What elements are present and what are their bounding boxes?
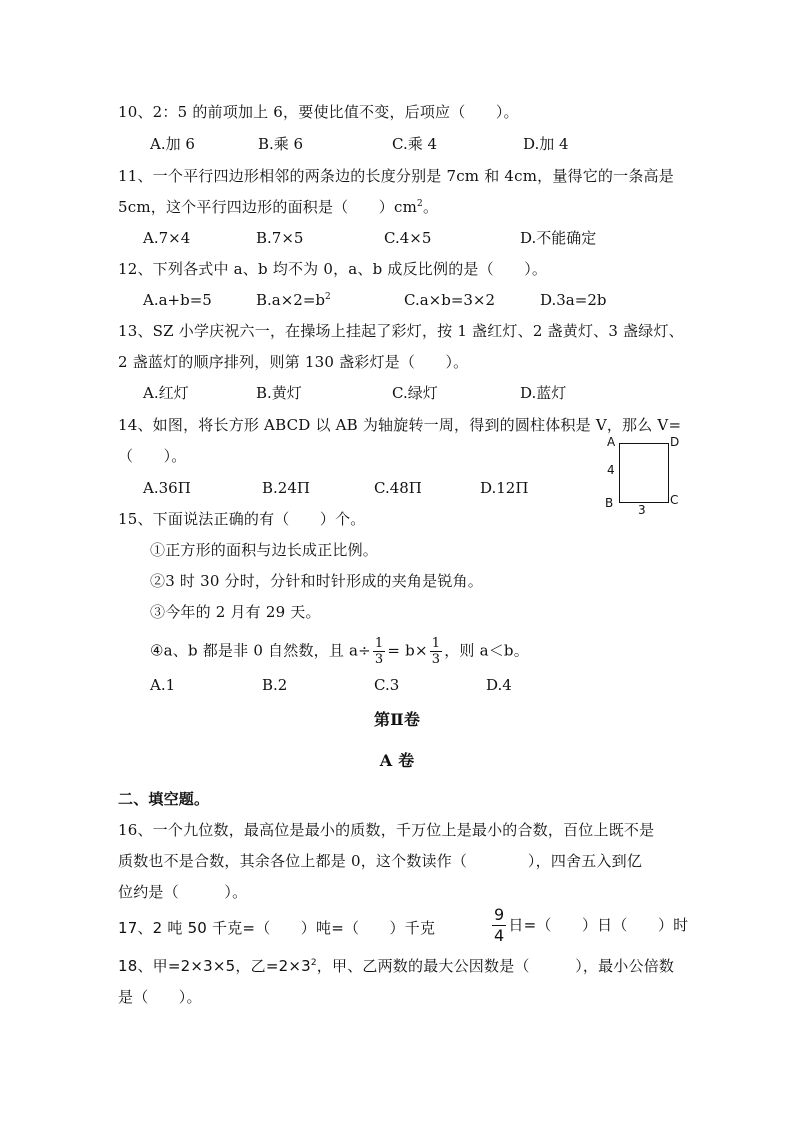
fraction-one-third	[430, 636, 442, 667]
q13-option-a: A.红灯	[143, 384, 189, 402]
question-11-line-1: 11、一个平行四边形相邻的两条边的长度分别是 7cm 和 4cm，量得它的一条高是	[118, 167, 674, 185]
question-13-line-1: 13、SZ 小学庆祝六一，在操场上挂起了彩灯，按 1 盏红灯、2 盏黄灯、3 盏绿灯、	[118, 322, 684, 340]
q10-option-c: C.乘 4	[392, 135, 438, 153]
question-17-part-a: 17、2 吨 50 千克=（ ）吨=（ ）千克	[118, 919, 436, 937]
question-12-stem: 12、下列各式中 a、b 均不为 0，a、b 成反比例的是（ ）。	[118, 260, 548, 278]
fraction-numerator: 1	[374, 636, 384, 651]
q17-part-b-text: 日=（ ）日（ ）时	[508, 916, 689, 934]
fraction-one-third	[373, 636, 385, 667]
question-15-stem: 15、下面说法正确的有（ ）个。	[118, 510, 366, 528]
q15-statement-3: ③今年的 2 月有 29 天。	[150, 603, 321, 621]
q11-option-c: C.4×5	[384, 229, 432, 247]
question-10-stem: 10、2：5 的前项加上 6，要使比值不变，后项应（ ）。	[118, 103, 519, 121]
q11-text: 5cm，这个平行四边形的面积是（ ）cm	[118, 198, 417, 216]
question-18-line-1	[118, 956, 674, 976]
vertex-d-label: D	[670, 435, 680, 449]
question-14-line-2: （ ）。	[118, 447, 187, 465]
q11-superscript: 2	[417, 199, 423, 209]
q18-part-b: ，甲、乙两数的最大公因数是（ ），最小公倍数	[316, 957, 675, 975]
part-title: 二、填空题。	[118, 790, 210, 808]
q11-option-d: D.不能确定	[520, 229, 597, 247]
q12-option-b-superscript: 2	[325, 292, 331, 302]
fraction-nine-fourths	[492, 905, 506, 946]
side-bc-length: 3	[638, 503, 646, 517]
rectangle-figure	[603, 433, 683, 517]
q18-part-a: 18、甲=2×3×5，乙=2×3	[118, 957, 311, 975]
q15-statement-4	[150, 636, 529, 667]
q14-option-b: B.24Π	[262, 479, 310, 497]
q14-option-a: A.36Π	[143, 479, 191, 497]
fraction-numerator: 1	[431, 636, 441, 651]
vertex-c-label: C	[670, 493, 679, 507]
fraction-denominator: 4	[494, 926, 505, 945]
q10-option-d: D.加 4	[523, 135, 569, 153]
fraction-denominator: 3	[374, 652, 384, 667]
question-14-line-1: 14、如图，将长方形 ABCD 以 AB 为轴旋转一周，得到的圆柱体积是 V，那么 V=	[118, 416, 682, 434]
q14-option-d: D.12Π	[480, 479, 529, 497]
question-17-part-b	[490, 905, 688, 946]
q18-superscript: 2	[310, 958, 317, 968]
q14-option-c: C.48Π	[374, 479, 422, 497]
q12-option-b	[256, 290, 331, 310]
question-16-line-1: 16、一个九位数，最高位是最小的质数，千万位上是最小的合数，百位上既不是	[118, 821, 655, 839]
q15-option-c: C.3	[374, 676, 400, 694]
vertex-a-label: A	[607, 435, 616, 449]
q15-s4-part-a: ④a、b 都是非 0 自然数，且 a÷	[150, 641, 371, 660]
question-16-line-3: 位约是（ ）。	[118, 883, 248, 901]
q15-statement-2: ②3 时 30 分时，分针和时针形成的夹角是锐角。	[150, 572, 483, 590]
q10-option-b: B.乘 6	[258, 135, 304, 153]
fraction-numerator: 9	[494, 905, 505, 924]
q15-statement-1: ①正方形的面积与边长成正比例。	[150, 541, 379, 559]
q15-option-b: B.2	[262, 676, 288, 694]
q12-option-c: C.a×b=3×2	[404, 291, 496, 309]
q11-option-b: B.7×5	[256, 229, 304, 247]
q12-option-a: A.a+b=5	[143, 291, 212, 309]
q11-option-a: A.7×4	[143, 229, 191, 247]
section-title: 第Ⅱ卷	[373, 710, 421, 729]
q15-s4-part-c: ，则 a＜b。	[444, 641, 529, 660]
q11-end: 。	[422, 198, 439, 216]
question-13-line-2: 2 盏蓝灯的顺序排列，则第 130 盏彩灯是（ ）。	[118, 353, 469, 371]
question-11-line-2	[118, 197, 438, 217]
q15-option-a: A.1	[150, 676, 176, 694]
vertex-b-label: B	[605, 496, 614, 510]
q13-option-c: C.绿灯	[392, 384, 438, 402]
sub-title: A 卷	[379, 751, 415, 770]
q10-option-a: A.加 6	[150, 135, 195, 153]
q15-option-d: D.4	[486, 676, 512, 694]
q12-option-b-text: B.a×2=b	[256, 291, 326, 309]
q13-option-b: B.黄灯	[256, 384, 302, 402]
side-ab-length: 4	[607, 463, 615, 477]
q15-s4-part-b: = b×	[387, 641, 428, 660]
question-18-line-2: 是（ ）。	[118, 988, 202, 1006]
question-16-line-2: 质数也不是合数，其余各位上都是 0，这个数读作（ ），四舍五入到亿	[118, 852, 643, 870]
q13-option-d: D.蓝灯	[520, 384, 567, 402]
fraction-denominator: 3	[431, 652, 441, 667]
rectangle-shape	[619, 443, 669, 503]
q12-option-d: D.3a=2b	[540, 291, 607, 309]
